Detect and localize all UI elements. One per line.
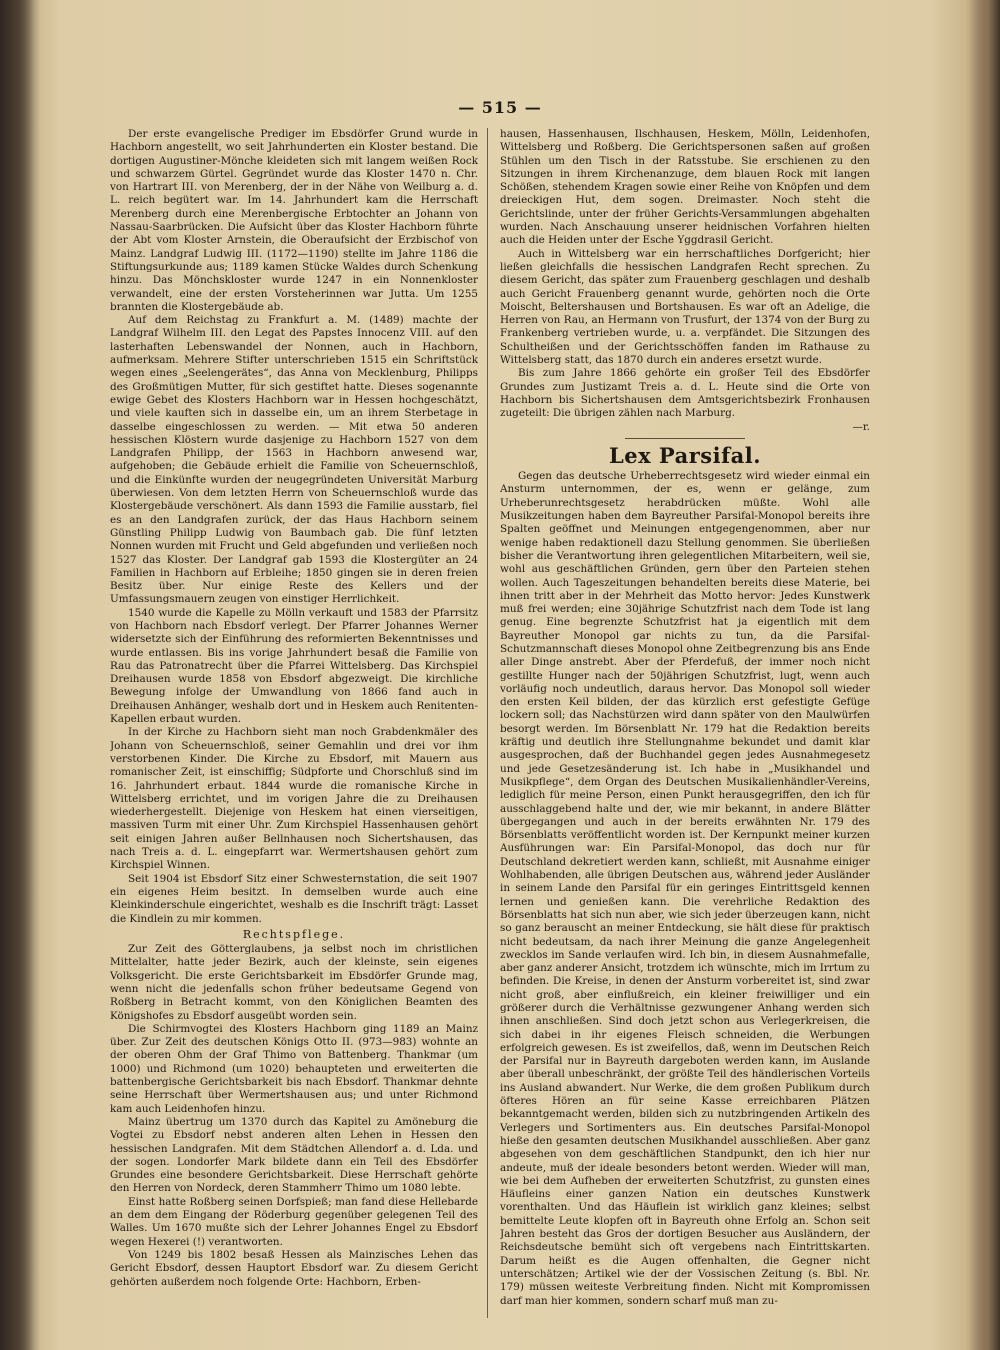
left-column xyxy=(110,128,478,1320)
column-divider xyxy=(487,128,488,1318)
paragraph: Zur Zeit des Götterglaubens, ja selbst noch im christlichen Mittelalter, hatte jeder Bezirk, auch der kleinste, sein eigenes Volksgericht. Die erste Gerichtsbarkeit im Ebsdörfer Grunde mag, wenn nicht die jedenfalls schon früher bedeutsame Gegend von Roßberg in Betracht kommt, von den Königlichen Beamten des Königshofes zu Ebsdorf ausgeübt worden sein. xyxy=(110,943,478,1022)
paragraph: Der erste evangelische Prediger im Ebsdörfer Grund wurde in Hachborn angestellt, wo seit Jahrhunderten ein Kloster bestand. Die dortigen Augustiner-Mönche kleideten sich mit langem weißen Rock und schwarzem Gürtel. Gegründet wurde das Kloster 1470 n. Chr. von Hartrart III. von Merenberg, der in der Nähe von Weilburg a. d. L. reich begütert war. Im 14. Jahrhundert kam die Herrschaft Merenberg durch eine Merenbergische Erbtochter an Johann von Nassau-Saarbrücken. Die Aufsicht über das Kloster Hachborn führte der Abt vom Kloster Arnstein, die Oberaufsicht der Erzbischof von Mainz. Landgraf Ludwig III. (1172—1190) stellte im Jahre 1186 die Stiftungsurkunde aus; 1189 kamen Stücke Waldes durch Schenkung hinzu. Das Mönchskloster wurde 1247 in ein Nonnenkloster verwandelt, eine der ersten Vorsteherinnen war Jutta. Um 1255 brannten die Klostergebäude ab. xyxy=(110,128,478,313)
paragraph: Auch in Wittelsberg war ein herrschaftliches Dorfgericht; hier ließen gleichfalls die hessischen Landgrafen Recht sprechen. Zu diesem Gericht, das später zum Frauenberg geschlagen und deshalb auch Gericht Frauenberg genannt wurde, gehörten noch die Orte Moischt, Beltershausen und Bortshausen. Es war oft an Adelige, die Herren von Rau, an Hermann von Trusfurt, der 1374 von der Burg zu Frankenberg vertrieben wurde, u. a. verpfändet. Die Sitzungen des Schultheißen und der Gerichtsschöffen fanden im Rathause zu Wittelsberg statt, das 1870 durch ein anderes ersetzt wurde. xyxy=(500,247,870,367)
page-edge-shadow xyxy=(970,0,1000,1350)
paragraph: 1540 wurde die Kapelle zu Mölln verkauft und 1583 der Pfarrsitz von Hachborn nach Ebsdorf verlegt. Der Pfarrer Johannes Werner widersetzte sich der Einführung des reformierten Bekenntnisses und wurde entlassen. Bis ins vorige Jahrhundert besaß die Familie von Rau das Patronatrecht über die Pfarrei Wittelsberg. Das Kirchspiel Dreihausen wurde 1858 von Ebsdorf abgezweigt. Die kirchliche Bewegung infolge der Umwandlung von 1866 fand auch in Dreihausen Anhänger, weshalb dort und in Heskem auch Renitenten-Kapellen erbaut wurden. xyxy=(110,606,478,726)
paragraph: Gegen das deutsche Urheberrechtsgesetz wird wieder einmal ein Ansturm unternommen, der es, wenn er gelänge, zum Urheberunrechtsgesetz herabdrücken müßte. Wohl alle Musikzeitungen haben dem Bayreuther Parsifal-Monopol bereits ihre Spalten geöffnet und Meinungen entgegengenommen, aber nur wenige haben redaktionell dazu Stellung genommen. Sie überließen bisher die Verantwortung ihren gelegentlichen Mitarbeitern, weil sie, wohl aus geschäftlichen Gründen, gern über den Parteien stehen wollen. Auch Tageszeitungen behandelten bereits diese Materie, bei ihnen tritt aber in der Mehrheit das Motto hervor: Jedes Kunstwerk muß frei werden; eine 30jährige Schutzfrist nach dem Tode ist lang genug. Eine begrenzte Schutzfrist hat ja eigentlich mit dem Bayreuther Monopol gar nichts zu tun, da die Parsifal-Schutzmannschaft dieses Monopol ohne Zeitbegrenzung bis ans Ende aller Dinge anstrebt. Aber der Pferdefuß, der immer noch nicht gestillte Hunger nach der 50jährigen Schutzfrist, lugt, wenn auch vorläufig noch undeutlich, daraus hervor. Das Monopol soll wieder den ersten Keil bilden, der das kürzlich erst gefestigte Gefüge lockern soll; das Nachstürzen wird dann später von den Maulwürfen besorgt werden. Im Börsenblatt Nr. 179 hat die Redaktion bereits kräftig und deutlich ihre Stellungnahme bekundet und damit klar ausgesprochen, daß der Buchhandel gegen jedes Ausnahmegesetz und jede Gesetzesänderung ist. Ich habe in „Musikhandel und Musikpflege“, dem Organ des Deutschen Musikalienhändler-Vereins, lediglich für meine Person, einen Punkt herausgegriffen, den ich für ausschlaggebend halte und der, wie mir bekannt, in andere Blätter übergegangen und auch in der bereits erwähnten Nr. 179 des Börsenblatts veröffentlicht worden ist. Der Kernpunkt meiner kurzen Ausführungen war: Ein Parsifal-Monopol, das doch nur für Deutschland dekretiert werden kann, schließt, mit Ausnahme einiger Wohlhabenden, alle übrigen Deutschen aus, während jeder Ausländer in seinem Lande den Parsifal für ein geringes Eintrittsgeld kennen lernen und genießen kann. Die verehrliche Redaktion des Börsenblatts hat sich nun aber, wie sich jeder überzeugen kann, nicht so ganz berauscht an meiner Entdeckung, sie hält diese für praktisch nicht bedeutsam, da nach ihrer Meinung die ganze Angelegenheit zwecklos im Sande verlaufen wird. Ich bin, in diesem Ausnahmefalle, aber ganz anderer Ansicht, trotzdem ich wünschte, mich im Irrtum zu befinden. Die Kreise, in denen der Ansturm vorbereitet ist, sind zwar nicht groß, aber einflußreich, ein kleiner freiwilliger und ein größerer durch die Verhältnisse gezwungener Anhang werden sich ihnen anschließen. Sind doch jetzt schon aus Verlegerkreisen, die sich dabei in ihr eigenes Fleisch schneiden, die Werbungen erfolgreich gewesen. Es ist zweifellos, daß, wenn im Deutschen Reich der Parsifal nur in Bayreuth dargeboten werden kann, im Auslande aber überall unbeschränkt, der größte Teil des händlerischen Vorteils ins Ausland abwandert. Nur Werke, die dem großen Publikum durch öfteres Hören an für seine Kasse erreichbaren Plätzen bekanntgemacht werden, bilden sich zu nutzbringenden Artikeln des Verlegers und Sortimenters aus. Ein deutsches Parsifal-Monopol hieße den gesamten deutschen Musikhandel ausschließen. Aber ganz abgesehen von dem geschäftlichen Standpunkt, den ich hier nur andeute, muß der ideale besonders betont werden. Wieder will man, wie bei dem Aufheben der erweiterten Schutzfrist, zu gunsten eines Häufleins einer ganzen Nation ein deutsches Kunstwerk vorenthalten. Und das Häuflein ist wirklich ganz kleines; selbst bemittelte Leute klopfen oft in Bayreuth ohne Erfolg an. Schon seit Jahren besteht das Gros der dortigen Besucher aus Ausländern, der Reichsdeutsche bemüht sich oft vergebens nach Eintrittskarten. Darum heißt es die Augen offenhalten, die Gegner nicht unterschätzen; Artikel wie der der Vossischen Zeitung (s. Bbl. Nr. 179) müssen weiteste Verbreitung finden. Nicht mit Kompromissen darf man hier kommen, sondern scharf muß man zu- xyxy=(500,470,870,1307)
paragraph: Bis zum Jahre 1866 gehörte ein großer Teil des Ebsdörfer Grundes zum Justizamt Treis a. d. L. Heute sind die Orte von Hachborn bis Sichertshausen dem Amtsgerichtsbezirk Fronhausen zugeteilt: Die übrigen zählen nach Marburg. xyxy=(500,367,870,420)
paragraph: Die Schirmvogtei des Klosters Hachborn ging 1189 an Mainz über. Zur Zeit des deutschen Königs Otto II. (973—983) wohnte an der oberen Ohm der Graf Thimo von Battenberg. Thankmar (um 1000) und Richmond (um 1020) behaupteten und erweiterten die battenbergische Gerichtsbarkeit bis nach Ebsdorf. Thankmar dehnte seine Herrschaft über Wermertshausen aus; und unter Richmond kam auch Leidenhofen hinzu. xyxy=(110,1022,478,1115)
page-number: — 515 — xyxy=(458,98,542,117)
paragraph: hausen, Hassenhausen, Ilschhausen, Heskem, Mölln, Leidenhofen, Wittelsberg und Roßberg. Die Gerichtspersonen saßen auf großen Stühlen um den Tisch in der Ratsstube. Sie erschienen zu den Sitzungen in ihrem Kirchenanzuge, dem blauen Rock mit langen Schößen, stehendem Kragen sowie einer Reihe von Knöpfen und dem dreieckigen Hut, dem sogen. Dreimaster. Noch steht die Gerichtslinde, unter der früher Gerichts-Versammlungen abgehalten wurden. Nach Anschauung unserer heidnischen Vorfahren hielten auch die Heiden unter der Esche Yggdrasil Gericht. xyxy=(500,128,870,247)
paragraph: In der Kirche zu Hachborn sieht man noch Grabdenkmäler des Johann von Scheuernschloß, seiner Gemahlin und drei vor ihm verstorbenen Kinder. Die Kirche zu Ebsdorf, mit Mauern aus romanischer Zeit, ist einschiffig; Südpforte und Chorschluß sind im 16. Jahrhundert erbaut. 1844 wurde die romanische Kirche in Wittelsberg errichtet, und im vorigen Jahre die zu Dreihausen wiederhergestellt. Diejenige von Heskem hat einen vierseitigen, massiven Turm mit einer Uhr. Zum Kirchspiel Hassenhausen gehört seit einigen Jahren außer Bellnhausen noch Sichertshausen, das nach Treis a. d. L. eingepfarrt war. Wermertshausen gehört zum Kirchspiel Winnen. xyxy=(110,726,478,872)
paragraph: Von 1249 bis 1802 besaß Hessen als Mainzisches Lehen das Gericht Ebsdorf, dessen Hauptort Ebsdorf war. Zu diesem Gericht gehörten außerdem noch folgende Orte: Hachborn, Erben- xyxy=(110,1248,478,1288)
paragraph: Seit 1904 ist Ebsdorf Sitz einer Schwesternstation, die seit 1907 ein eigenes Heim besitzt. In demselben wurde auch eine Kleinkinderschule eingerichtet, weshalb es die Inschrift trägt: Lasset die Kindlein zu mir kommen. xyxy=(110,872,478,925)
paragraph: Mainz übertrug um 1370 durch das Kapitel zu Amöneburg die Vogtei zu Ebsdorf nebst anderen alten Lehen in Hessen den hessischen Landgrafen. Mit dem Städtchen Allendorf a. d. Lda. und der sogen. Londorfer Mark bildete dann ein Teil des Ebsdörfer Grundes eine besondere Gerichtsbarkeit. Diese Herrschaft gehörte den Herren von Nordeck, deren Stammherr Thimo um 1080 lebte. xyxy=(110,1115,478,1195)
section-heading: Rechtspflege. xyxy=(242,927,346,941)
article-title: Lex Parsifal. xyxy=(608,442,762,468)
separator-rule xyxy=(625,438,745,439)
paragraph: Auf dem Reichstag zu Frankfurt a. M. (1489) machte der Landgraf Wilhelm III. den Legat des Papstes Innocenz VIII. auf den lasterhaften Lebenswandel der Nonnen, auch in Hachborn, aufmerksam. Mehrere Stifter unterschrieben 1515 ein Schriftstück wegen eines „Seelengerätes“, das Anna von Mecklenburg, Philipps des Großmütigen Mutter, für sich gestiftet hatte. Dieses sogenannte ewige Gebet des Klosters Hachborn war in Hessen hochgeschätzt, und viele kauften sich in dasselbe ein, um an ihrem Sterbetage in dasselbe eingeschlossen zu werden. — Mit etwa 50 anderen hessischen Klöstern wurde dasjenige zu Hachborn 1527 von dem Landgrafen Philipp, der 1563 in Hachborn anwesend war, aufgehoben; die Gebäude erhielt die Familie von Scheuernschloß, und die Einkünfte wurden der neugegründeten Universität Marburg überwiesen. Von dem letzten Herrn von Scheuernschloß wurde das Klostergebäude verschönert. Als dann 1593 die Familie ausstarb, fiel es an den Landgrafen zurück, der das Haus Hachborn seinem Günstling Philipp Ludwig von Baumbach gab. Die fünf letzten Nonnen wurden mit Frucht und Geld abgefunden und verließen noch 1527 das Kloster. Der Landgraf gab 1593 die Klostergüter an 24 Familien in Hachborn auf Erbleihe; 1850 gingen sie in deren freien Besitz über. Nur einige Reste des Kellers und der Umfassungsmauern zeugen von einstiger Herrlichkeit. xyxy=(110,314,478,606)
right-column xyxy=(500,128,870,1320)
paragraph: Einst hatte Roßberg seinen Dorfspieß; man fand diese Hellebarde an dem dem Eingang der Röderburg gegenüber gelegenen Teil des Walles. Um 1670 mußte sich der Lehrer Johannes Engel zu Ebsdorf wegen Hexerei (!) verantworten. xyxy=(110,1195,478,1248)
book-binding-shadow xyxy=(0,0,40,1350)
author-signature: —r. xyxy=(852,420,870,433)
